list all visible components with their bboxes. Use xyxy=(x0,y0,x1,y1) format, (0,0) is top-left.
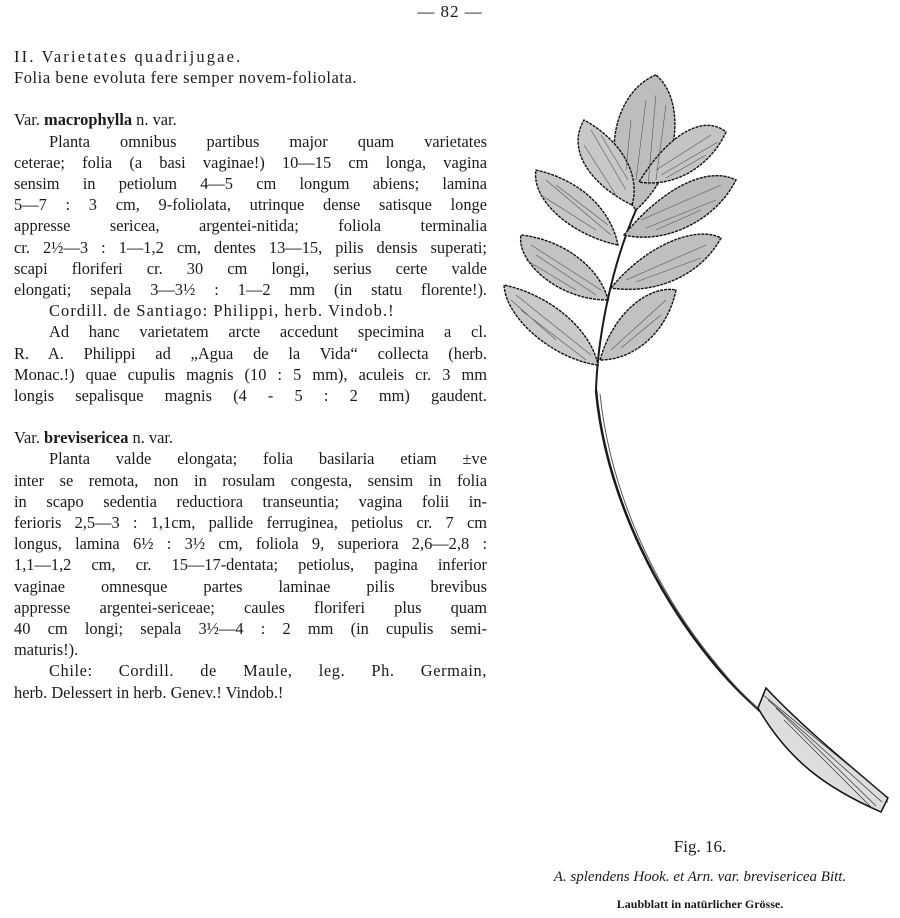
var-macrophylla-description xyxy=(14,131,487,301)
figure-number: Fig. 16. xyxy=(673,837,727,856)
page-number: — 82 — xyxy=(417,2,483,21)
text-line: vaginae omnesque partes laminae pilis brevibus xyxy=(14,576,487,596)
text-line: Planta omnibus partibus major quam varietates xyxy=(49,131,487,151)
leaflets xyxy=(504,75,736,365)
text-line: elongati; sepala 3—3½ : 1—2 mm (in statu florente!). xyxy=(14,280,487,300)
text-line: Planta valde elongata; folia basilaria etiam ±ve xyxy=(49,449,487,469)
section-heading: II. Varietates quadrijugae. xyxy=(14,47,243,66)
var-brevisericea-name: brevisericea xyxy=(44,428,129,448)
text-line: sensim in petiolum 4—5 cm longum abiens; lamina xyxy=(14,174,487,194)
var-brevisericea-locality xyxy=(14,660,487,702)
leaf-illustration xyxy=(496,60,900,820)
var-brevisericea-heading: Var. brevisericea n. var. xyxy=(14,428,174,448)
text-line: in scapo sedentia reductiora transeuntia; vagina folii in- xyxy=(14,491,487,511)
text-line: 40 cm longi; sepala 3½—4 : 2 mm (in cupulis semi- xyxy=(14,619,487,639)
text-line: ceterae; folia (a basi vaginae!) 10—15 cm longa, vagina xyxy=(14,152,487,172)
text-line: cr. 2½—3 : 1—1,2 cm, dentes 13—15, pilis densis superati; xyxy=(14,237,487,257)
text-line: 5—7 : 3 cm, 9-foliolata, utrinque dense satisque longe xyxy=(14,195,487,215)
text-line: inter se remota, non in rosulam congesta, sensim in folia xyxy=(14,470,487,490)
text-line: appresse argentei-sericeae; caules floriferi plus quam xyxy=(14,597,487,617)
text-line: herb. Delessert in herb. Genev.! Vindob.! xyxy=(14,682,284,702)
var-macrophylla-note xyxy=(14,321,487,406)
text-line: maturis!). xyxy=(14,640,79,660)
text-line: R. A. Philippi ad „Agua de la Vida“ collecta (herb. xyxy=(14,343,487,363)
text-line: longus, lamina 6½ : 3½ cm, foliola 9, superiora 2,6—2,8 : xyxy=(14,534,487,554)
text-line: Ad hanc varietatem arcte accedunt specimina a cl. xyxy=(49,322,487,342)
var-macrophylla-heading: Var. macrophylla n. var. xyxy=(14,110,177,130)
leaflet xyxy=(521,235,608,300)
text-line: Monac.!) quae cupulis magnis (10 : 5 mm), aculeis cr. 3 mm xyxy=(14,364,487,384)
text-column xyxy=(14,46,487,703)
text-line: longis sepalisque magnis (4 - 5 : 2 mm) gaudent. xyxy=(14,386,487,406)
text-line: Chile: Cordill. de Maule, leg. Ph. Germain, xyxy=(49,661,487,681)
var-macrophylla-name: macrophylla xyxy=(44,110,133,130)
text-line: scapi floriferi cr. 30 cm longi, serius certe valde xyxy=(14,258,487,278)
var-macrophylla-locality: Cordill. de Santiago: Philippi, herb. Vindob.! xyxy=(49,301,395,321)
text-line: 1,1—1,2 cm, cr. 15—17-dentata; petiolus, pagina inferior xyxy=(14,555,487,575)
text-line: ferioris 2,5—3 : 1,1cm, pallide ferruginea, petiolus cr. 7 cm xyxy=(14,513,487,533)
figure-subtitle: Laubblatt in natürlicher Grösse. xyxy=(616,897,784,911)
var-brevisericea-description xyxy=(14,448,487,660)
figure-title: A. splendens Hook. et Arn. var. brevisericea Bitt. xyxy=(553,869,847,885)
section-subheading: Folia bene evoluta fere semper novem-foliolata. xyxy=(14,68,358,88)
leaflet xyxy=(611,234,721,289)
text-line: appresse sericea, argentei-nitida; foliola terminalia xyxy=(14,216,487,236)
leaf-stalk xyxy=(596,390,884,798)
